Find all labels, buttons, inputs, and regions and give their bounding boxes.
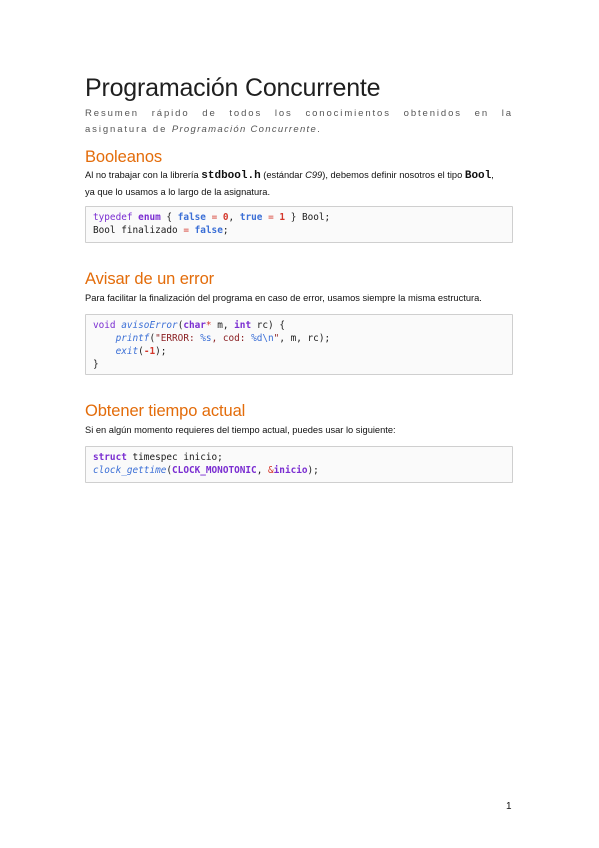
paragraph-booleanos (85, 167, 515, 200)
code-token: "ERROR: (155, 333, 201, 344)
heading-avisar-error: Avisar de un error (85, 270, 215, 288)
code-line: typedef enum { false = 0, true = 1 } Bool; (93, 212, 331, 223)
code-token: printf (115, 333, 150, 344)
code-token: enum (138, 212, 161, 223)
code-token: false (194, 225, 223, 236)
text-span: , (491, 170, 494, 180)
code-token: , cod: (211, 333, 252, 344)
code-block-avisar-error (85, 314, 513, 375)
code-token: = (268, 212, 274, 223)
code-block-booleanos (85, 206, 513, 243)
heading-tiempo-actual: Obtener tiempo actual (85, 402, 246, 420)
code-token: %d\n (251, 333, 274, 344)
subtitle-period: . (317, 124, 322, 135)
code-token: = (211, 212, 218, 223)
subtitle-text: Resumen rápido de todos los conocimientos obtenidos en la asignatura de (85, 108, 513, 135)
code-token: CLOCK_MONOTONIC (172, 465, 257, 476)
inline-code-bool: Bool (464, 170, 492, 182)
code-line: struct timespec inicio; (93, 452, 223, 463)
code-token: struct (93, 452, 127, 463)
code-token: " (273, 333, 280, 344)
inline-italic-c99: C99 (305, 170, 323, 180)
page-number: 1 (506, 801, 512, 812)
code-token: false (177, 212, 206, 223)
code-token: = (183, 225, 189, 236)
subtitle-emphasis: Programación Concurrente (171, 124, 318, 135)
code-token: exit (115, 346, 139, 357)
code-token: inicio (273, 465, 308, 476)
code-token: char (183, 320, 206, 331)
code-token: void (93, 320, 116, 331)
code-token: typedef (93, 212, 133, 223)
document-title: Programación Concurrente (85, 74, 381, 102)
code-token: 1 (279, 212, 286, 223)
code-token: -1 (143, 346, 156, 357)
document-subtitle (85, 106, 513, 138)
code-token: * (205, 320, 212, 331)
text-span: Al no trabajar con la librería (85, 170, 202, 180)
code-line: printf("ERROR: %s, cod: %d\n", m, rc); (115, 333, 331, 344)
paragraph-line (85, 167, 515, 184)
code-block-tiempo-actual (85, 446, 513, 483)
code-line: void avisoError(char* m, int rc) { (93, 320, 285, 331)
text-span: (estándar (260, 170, 306, 180)
code-token: true (239, 212, 263, 223)
code-token: int (234, 320, 252, 331)
paragraph-tiempo-actual: Si en algún momento requieres del tiempo actual, puedes usar lo siguiente: (85, 425, 396, 435)
code-line: exit(-1); (115, 346, 167, 357)
paragraph-avisar-error: Para facilitar la finalización del programa en caso de error, usamos siempre la misma estructura. (85, 293, 482, 303)
code-line: Bool finalizado = false; (93, 225, 229, 236)
code-token: & (268, 465, 274, 476)
code-token: clock_gettime (93, 465, 167, 476)
code-line: } (93, 359, 99, 370)
code-token: avisoError (121, 320, 178, 331)
inline-code-stdbool: stdbool.h (201, 170, 261, 182)
text-span: ), debemos definir nosotros el tipo (322, 170, 465, 180)
paragraph-line: ya que lo usamos a lo largo de la asignatura. (85, 187, 271, 197)
code-token: %s (200, 333, 212, 344)
code-token: 0 (222, 212, 229, 223)
code-line: clock_gettime(CLOCK_MONOTONIC, &inicio); (93, 465, 319, 476)
heading-booleanos: Booleanos (85, 148, 163, 166)
